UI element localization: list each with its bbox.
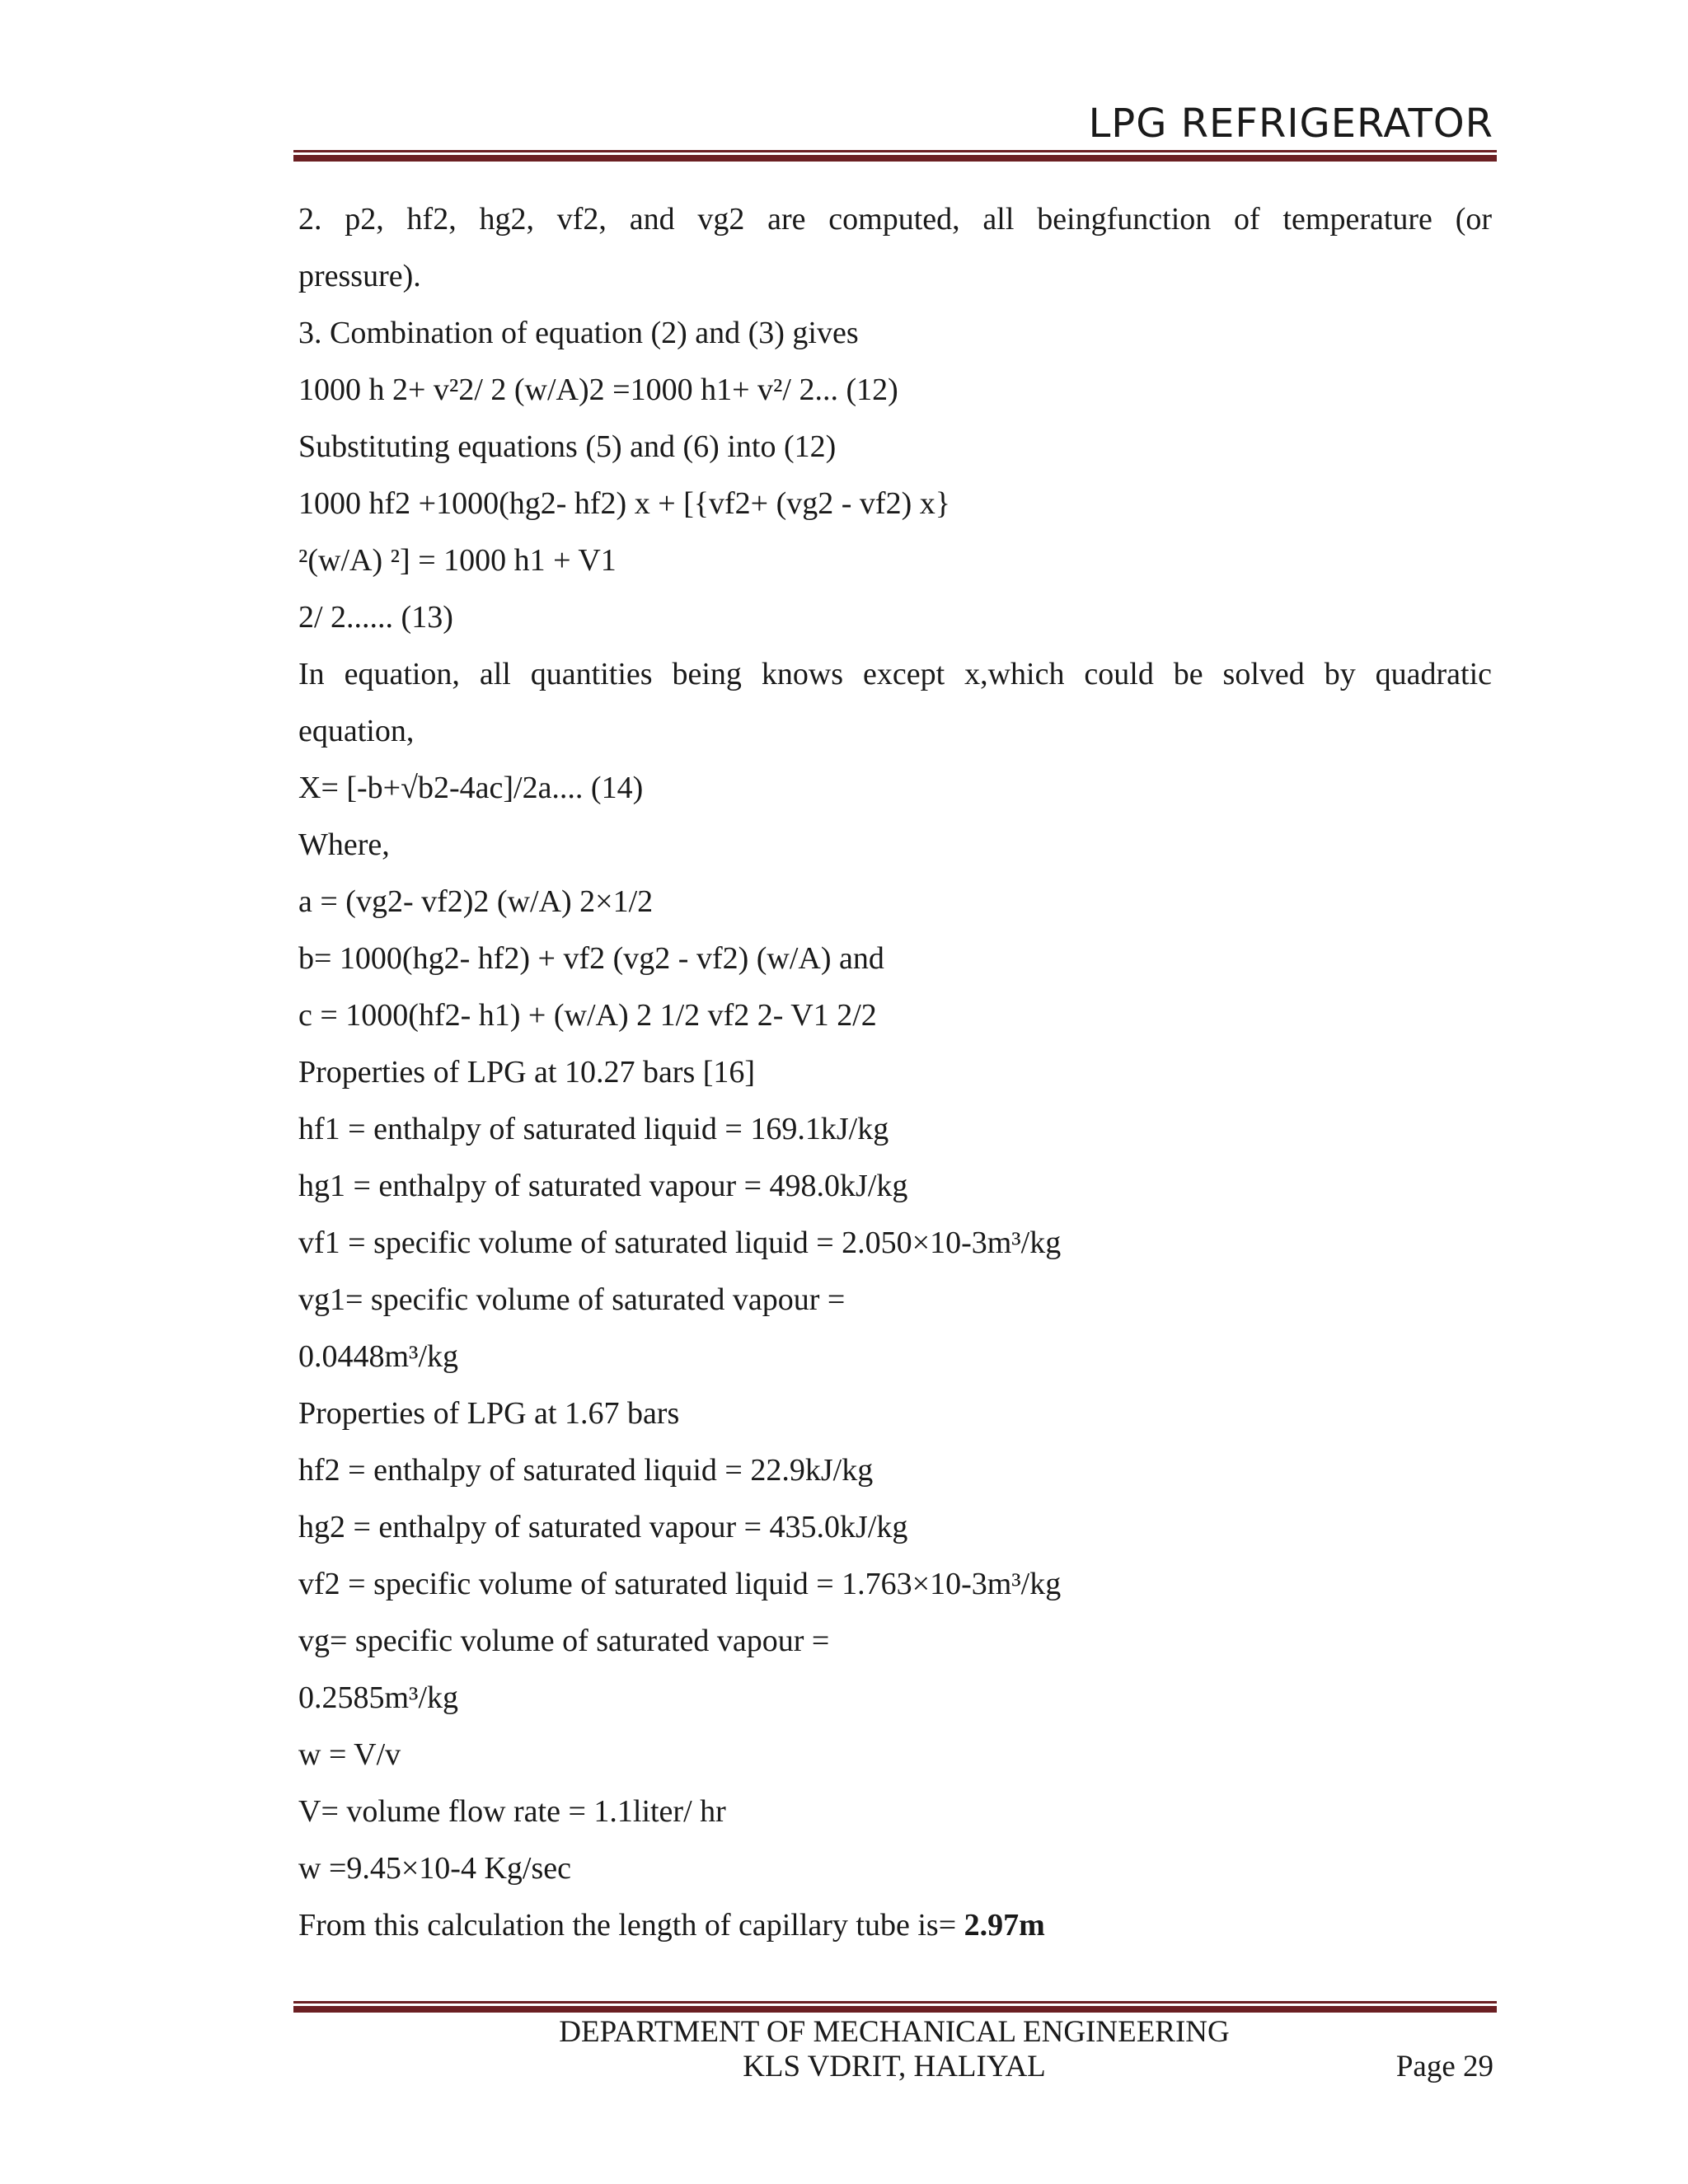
body-line: ²(w/A) ²] = 1000 h1 + V1 (298, 543, 617, 578)
body-line: 3. Combination of equation (2) and (3) gives (298, 316, 859, 350)
body-line: hg1 = enthalpy of saturated vapour = 498.0kJ/kg (298, 1169, 908, 1203)
body-line: 1000 h 2+ v²2/ 2 (w/A)2 =1000 h1+ v²/ 2... (12) (298, 373, 898, 407)
header-rule (293, 150, 1497, 162)
body-line: X= [-b+√b2-4ac]/2a.... (14) (298, 771, 644, 805)
body-line: 1000 hf2 +1000(hg2- hf2) x + [{vf2+ (vg2 - vf2) x} (298, 486, 950, 521)
body-line: Properties of LPG at 1.67 bars (298, 1396, 680, 1431)
footer-department: DEPARTMENT OF MECHANICAL ENGINEERING (559, 2015, 1230, 2049)
header-rule-thick (293, 155, 1497, 162)
footer-rule-thick (293, 2006, 1497, 2013)
body-line: 0.2585m³/kg (298, 1680, 459, 1715)
result-line (298, 1907, 1045, 1943)
body-line: 2/ 2...... (13) (298, 600, 453, 635)
body-line: 2. p2, hf2, hg2, vf2, and vg2 are computed, all beingfunction of temperature (or (298, 202, 1492, 237)
result-value: 2.97m (964, 1908, 1045, 1943)
body-line: a = (vg2- vf2)2 (w/A) 2×1/2 (298, 884, 654, 919)
body-line: hf2 = enthalpy of saturated liquid = 22.9kJ/kg (298, 1453, 874, 1488)
footer-college: KLS VDRIT, HALIYAL (743, 2050, 1046, 2083)
body-line: w = V/v (298, 1737, 401, 1772)
body-line: hf1 = enthalpy of saturated liquid = 169.1kJ/kg (298, 1112, 889, 1146)
body-line: pressure). (298, 259, 421, 293)
body-line: w =9.45×10-4 Kg/sec (298, 1851, 571, 1886)
body-line: equation, (298, 714, 415, 748)
body-line: vf1 = specific volume of saturated liquid = 2.050×10-3m³/kg (298, 1226, 1062, 1260)
body-line: vf2 = specific volume of saturated liquid = 1.763×10-3m³/kg (298, 1567, 1062, 1601)
body-line: Properties of LPG at 10.27 bars [16] (298, 1055, 756, 1090)
footer-rule-thin (293, 2001, 1497, 2004)
body-line: vg= specific volume of saturated vapour = (298, 1624, 830, 1658)
body-line: V= volume flow rate = 1.1liter/ hr (298, 1794, 726, 1829)
body-line: 0.0448m³/kg (298, 1339, 459, 1374)
footer-page-number: Page 29 (1395, 2050, 1493, 2083)
body-line: Substituting equations (5) and (6) into (12) (298, 429, 837, 464)
body-line: hg2 = enthalpy of saturated vapour = 435.0kJ/kg (298, 1510, 908, 1544)
footer-rule (293, 2001, 1497, 2013)
body-line: vg1= specific volume of saturated vapour = (298, 1282, 846, 1317)
page-header-title: LPG REFRIGERATOR (1088, 101, 1493, 147)
body-line: Where, (298, 827, 390, 862)
body-line: In equation, all quantities being knows except x,which could be solved by quadratic (298, 657, 1492, 691)
header-rule-thin (293, 150, 1497, 152)
result-prefix: From this calculation the length of capillary tube is= (298, 1908, 957, 1943)
body-line: b= 1000(hg2- hf2) + vf2 (vg2 - vf2) (w/A) and (298, 941, 884, 976)
body-line: c = 1000(hf2- h1) + (w/A) 2 1/2 vf2 2- V1 2/2 (298, 998, 877, 1033)
